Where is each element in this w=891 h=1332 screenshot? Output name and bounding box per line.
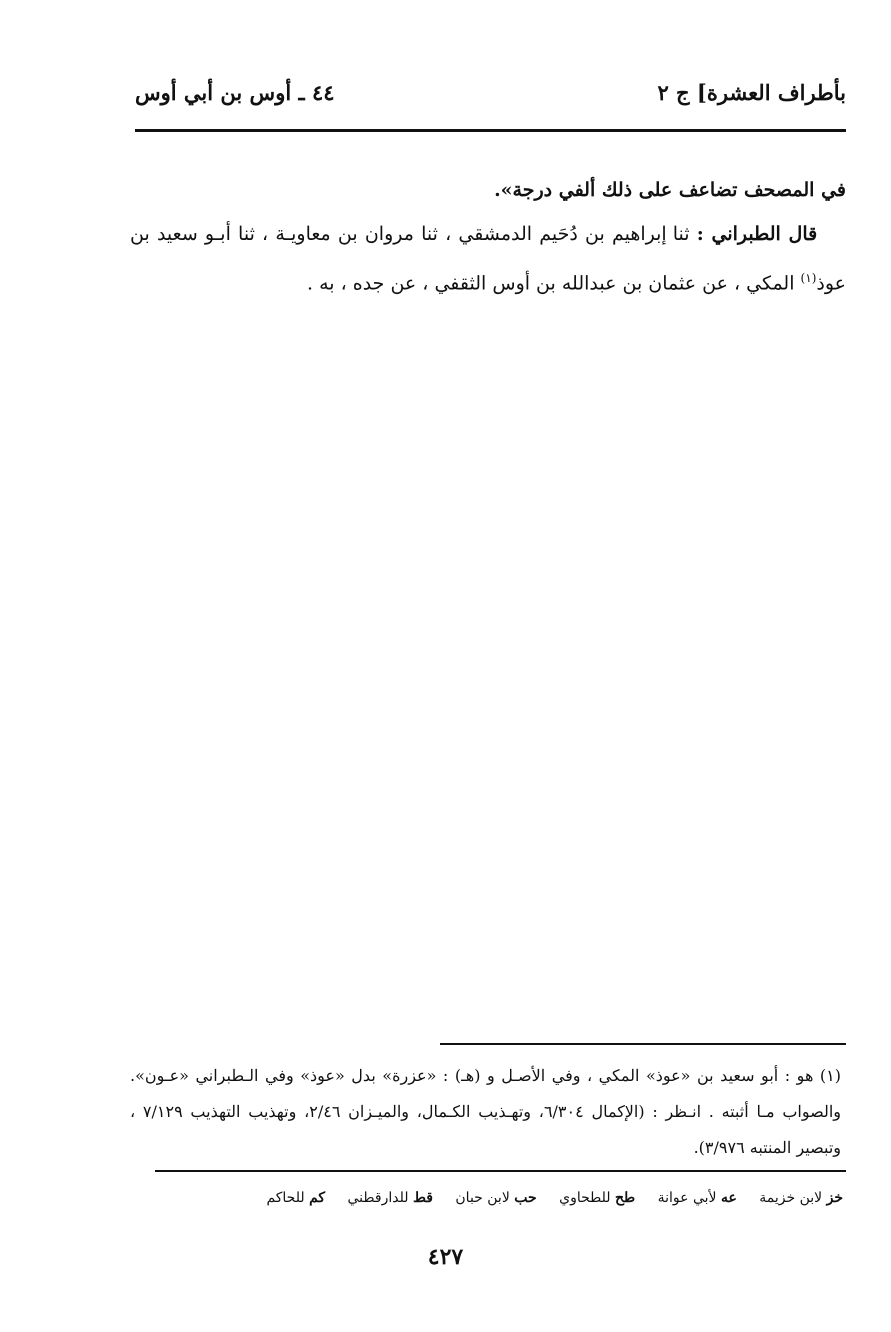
footnote-text: (١) هو : أبو سعيد بن «عوذ» المكي ، وفي الأصـل و (هـ) : «عزرة» بدل «عوذ» وفي الـطبراني «عـون». والصواب مـا أثبته . انـظر : (الإكمال ٦/٣٠٤، وتهـذيب الكـمال، والميـزان ٢/٤٦، وتهذيب التهذيب ٧/١٢٩ ، وتبصير المنتبه ٣/٩٧٦). [130, 1066, 842, 1157]
legend-item: خز لابن خزيمة [759, 1190, 843, 1206]
running-title-book: بأطراف العشرة] ج ٢ [657, 80, 846, 105]
isnad-text-a: ثنا إبراهيم بن دُحَيم الدمشقي ، ثنا مروان بن معاويـة ، ثنا أبـو سعيد بن عوذ [130, 223, 846, 295]
abbreviation-legend [120, 1190, 843, 1220]
running-header [135, 80, 846, 120]
text-paragraph-2 [130, 212, 846, 305]
page-number: ٤٢٧ [427, 1244, 464, 1270]
footnote [130, 1058, 841, 1166]
legend-item: عه لأبي عوانة [657, 1190, 737, 1206]
legend-item: كم للحاكم [266, 1190, 326, 1206]
legend-item: حب لابن حبان [455, 1190, 537, 1206]
text-line-1: في المصحف تضاعف على ذلك ألفي درجة». [494, 179, 846, 201]
isnad-text-b: المكي ، عن عثمان بن عبدالله بن أوس الثقفي ، عن جده ، به . [306, 272, 795, 295]
footnote-rule [440, 1043, 846, 1045]
footnote-ref: (١) [800, 271, 817, 285]
legend-item: قط للدارقطني [347, 1190, 433, 1206]
legend-rule [155, 1170, 846, 1172]
main-text [130, 168, 846, 305]
running-title-chapter: ٤٤ ـ أوس بن أبي أوس [135, 80, 335, 105]
legend-item: طح للطحاوي [559, 1190, 636, 1206]
narrator-lead: قال الطبراني : [696, 223, 818, 245]
header-rule [135, 129, 846, 132]
